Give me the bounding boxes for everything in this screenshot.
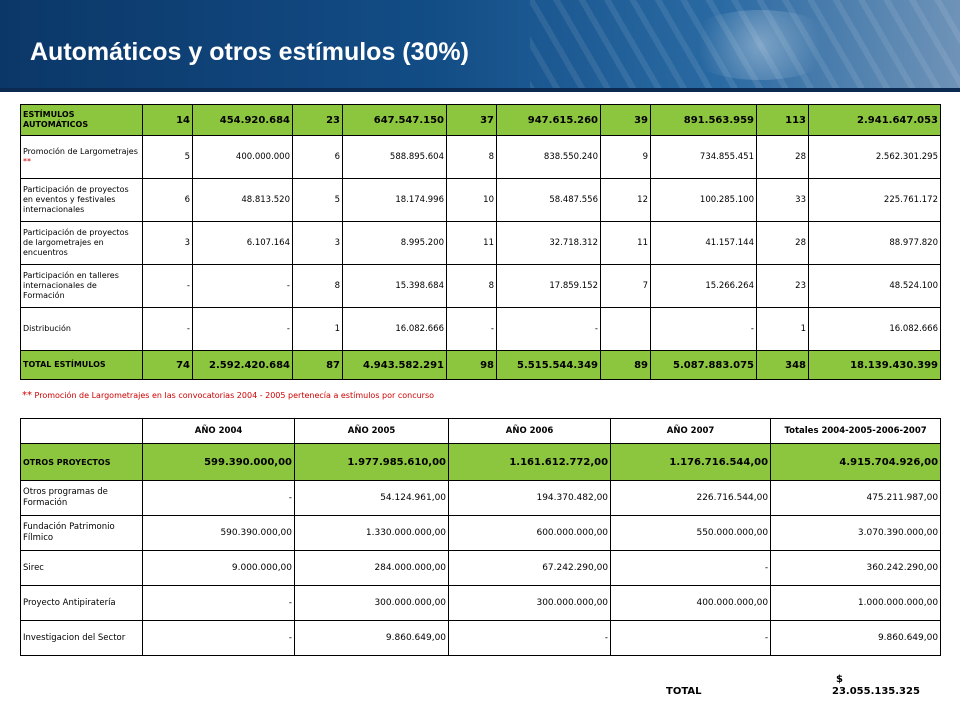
amount-cell: 100.285.100: [651, 179, 757, 222]
amount-cell: 2.941.647.053: [809, 105, 941, 136]
amount-cell: 225.761.172: [809, 179, 941, 222]
count-cell: 39: [601, 105, 651, 136]
banner-glow: [680, 10, 840, 80]
row-label: [21, 222, 143, 265]
amount-cell: 2.562.301.295: [809, 136, 941, 179]
amount-cell: 1.161.612.772,00: [449, 444, 611, 481]
amount-cell: 15.266.264: [651, 265, 757, 308]
row-label: Sirec: [21, 551, 143, 586]
count-cell: 87: [293, 351, 343, 380]
column-header: AÑO 2005: [295, 419, 449, 444]
amount-cell: 599.390.000,00: [143, 444, 295, 481]
count-cell: 6: [293, 136, 343, 179]
count-cell: 37: [447, 105, 497, 136]
amount-cell: 5.087.883.075: [651, 351, 757, 380]
amount-cell: 475.211.987,00: [771, 481, 941, 516]
amount-cell: 1.977.985.610,00: [295, 444, 449, 481]
amount-cell: 1.330.000.000,00: [295, 516, 449, 551]
row-label-text: TOTAL ESTÍMULOS: [23, 360, 106, 369]
amount-cell: 18.174.996: [343, 179, 447, 222]
amount-cell: 400.000.000: [193, 136, 293, 179]
header-row: [21, 419, 941, 444]
footnote-text: Promoción de Largometrajes en las convocatorias 2004 - 2005 pertenecía a estímulos por concurso: [34, 391, 435, 400]
table-row: [21, 516, 941, 551]
count-cell: 1: [757, 308, 809, 351]
amount-cell: 6.107.164: [193, 222, 293, 265]
row-label: [21, 351, 143, 380]
row-label: [21, 105, 143, 136]
table-row: [21, 308, 941, 351]
count-cell: 8: [447, 136, 497, 179]
amount-cell: 16.082.666: [809, 308, 941, 351]
amount-cell: 15.398.684: [343, 265, 447, 308]
amount-cell: 600.000.000,00: [449, 516, 611, 551]
amount-cell: 9.860.649,00: [771, 621, 941, 656]
count-cell: -: [447, 308, 497, 351]
count-cell: 113: [757, 105, 809, 136]
table-row: [21, 265, 941, 308]
row-label: OTROS PROYECTOS: [21, 444, 143, 481]
row-label: Proyecto Antipiratería: [21, 586, 143, 621]
total-value: 23.055.135.325: [832, 686, 920, 697]
amount-cell: 9.000.000,00: [143, 551, 295, 586]
count-cell: 11: [601, 222, 651, 265]
amount-cell: -: [611, 621, 771, 656]
amount-cell: 18.139.430.399: [809, 351, 941, 380]
count-cell: 348: [757, 351, 809, 380]
count-cell: 8: [447, 265, 497, 308]
amount-cell: -: [611, 551, 771, 586]
count-cell: 5: [143, 136, 193, 179]
table-row: [21, 222, 941, 265]
amount-cell: 550.000.000,00: [611, 516, 771, 551]
count-cell: -: [143, 265, 193, 308]
row-label: Fundación Patrimonio Fílmico: [21, 516, 143, 551]
amount-cell: 947.615.260: [497, 105, 601, 136]
column-header: AÑO 2007: [611, 419, 771, 444]
count-cell: 28: [757, 136, 809, 179]
row-label-text: Distribución: [23, 324, 71, 333]
amount-cell: 1.000.000.000,00: [771, 586, 941, 621]
footnote-stars: **: [22, 390, 32, 401]
count-cell: 74: [143, 351, 193, 380]
amount-cell: 3.070.390.000,00: [771, 516, 941, 551]
table-row: [21, 621, 941, 656]
table-row: [21, 551, 941, 586]
amount-cell: -: [143, 586, 295, 621]
row-note: **: [23, 157, 31, 166]
table-row: [21, 179, 941, 222]
count-cell: 9: [601, 136, 651, 179]
amount-cell: 647.547.150: [343, 105, 447, 136]
count-cell: [601, 308, 651, 351]
row-label: [21, 265, 143, 308]
amount-cell: 734.855.451: [651, 136, 757, 179]
amount-cell: 32.718.312: [497, 222, 601, 265]
amount-cell: 1.176.716.544,00: [611, 444, 771, 481]
amount-cell: -: [193, 308, 293, 351]
amount-cell: 226.716.544,00: [611, 481, 771, 516]
count-cell: 3: [293, 222, 343, 265]
amount-cell: 5.515.544.349: [497, 351, 601, 380]
amount-cell: 9.860.649,00: [295, 621, 449, 656]
amount-cell: 58.487.556: [497, 179, 601, 222]
row-label-text: Participación en talleres internacionales de Formación: [23, 271, 119, 300]
amount-cell: 54.124.961,00: [295, 481, 449, 516]
amount-cell: -: [143, 481, 295, 516]
count-cell: 12: [601, 179, 651, 222]
header-blank: [21, 419, 143, 444]
amount-cell: -: [143, 621, 295, 656]
table-row: [21, 481, 941, 516]
amount-cell: 48.524.100: [809, 265, 941, 308]
amount-cell: 41.157.144: [651, 222, 757, 265]
row-label-text: ESTÍMULOS AUTOMÁTICOS: [23, 110, 89, 129]
amount-cell: 16.082.666: [343, 308, 447, 351]
count-cell: 14: [143, 105, 193, 136]
row-label-text: Participación de proyectos en eventos y festivales internacionales: [23, 185, 129, 214]
row-label: [21, 308, 143, 351]
amount-cell: 8.995.200: [343, 222, 447, 265]
slide-title: Automáticos y otros estímulos (30%): [30, 38, 469, 66]
amount-cell: 48.813.520: [193, 179, 293, 222]
amount-cell: -: [193, 265, 293, 308]
column-header: Totales 2004-2005-2006-2007: [771, 419, 941, 444]
count-cell: 33: [757, 179, 809, 222]
amount-cell: -: [449, 621, 611, 656]
amount-cell: 454.920.684: [193, 105, 293, 136]
amount-cell: -: [497, 308, 601, 351]
count-cell: 1: [293, 308, 343, 351]
amount-cell: 360.242.290,00: [771, 551, 941, 586]
row-label: [21, 179, 143, 222]
row-label-text: Promoción de Largometrajes: [23, 147, 138, 156]
row-label-text: Participación de proyectos de largometrajes en encuentros: [23, 228, 129, 257]
amount-cell: 400.000.000,00: [611, 586, 771, 621]
amount-cell: 891.563.959: [651, 105, 757, 136]
amount-cell: 588.895.604: [343, 136, 447, 179]
table-row: [21, 136, 941, 179]
count-cell: 89: [601, 351, 651, 380]
count-cell: 23: [293, 105, 343, 136]
count-cell: 10: [447, 179, 497, 222]
amount-cell: 88.977.820: [809, 222, 941, 265]
title-banner: [0, 0, 960, 92]
count-cell: 28: [757, 222, 809, 265]
amount-cell: 4.915.704.926,00: [771, 444, 941, 481]
amount-cell: 67.242.290,00: [449, 551, 611, 586]
row-label: Investigacion del Sector: [21, 621, 143, 656]
amount-cell: 194.370.482,00: [449, 481, 611, 516]
table-row: [21, 351, 941, 380]
amount-cell: 300.000.000,00: [295, 586, 449, 621]
amount-cell: 838.550.240: [497, 136, 601, 179]
amount-cell: -: [651, 308, 757, 351]
count-cell: 11: [447, 222, 497, 265]
amount-cell: 300.000.000,00: [449, 586, 611, 621]
otros-proyectos-table: [20, 418, 941, 656]
count-cell: 3: [143, 222, 193, 265]
table-row: [21, 105, 941, 136]
count-cell: 98: [447, 351, 497, 380]
table-row: [21, 586, 941, 621]
column-header: AÑO 2004: [143, 419, 295, 444]
row-label: Otros programas de Formación: [21, 481, 143, 516]
footnote: [22, 390, 434, 401]
row-label: [21, 136, 143, 179]
amount-cell: 17.859.152: [497, 265, 601, 308]
count-cell: 6: [143, 179, 193, 222]
amount-cell: 4.943.582.291: [343, 351, 447, 380]
amount-cell: 284.000.000,00: [295, 551, 449, 586]
banner-rule: [0, 88, 960, 92]
estimulos-table: [20, 104, 941, 380]
amount-cell: 2.592.420.684: [193, 351, 293, 380]
amount-cell: 590.390.000,00: [143, 516, 295, 551]
count-cell: 23: [757, 265, 809, 308]
count-cell: 7: [601, 265, 651, 308]
table-row: [21, 444, 941, 481]
count-cell: 5: [293, 179, 343, 222]
total-currency: $: [836, 674, 843, 685]
count-cell: 8: [293, 265, 343, 308]
column-header: AÑO 2006: [449, 419, 611, 444]
total-label: TOTAL: [666, 686, 702, 697]
count-cell: -: [143, 308, 193, 351]
